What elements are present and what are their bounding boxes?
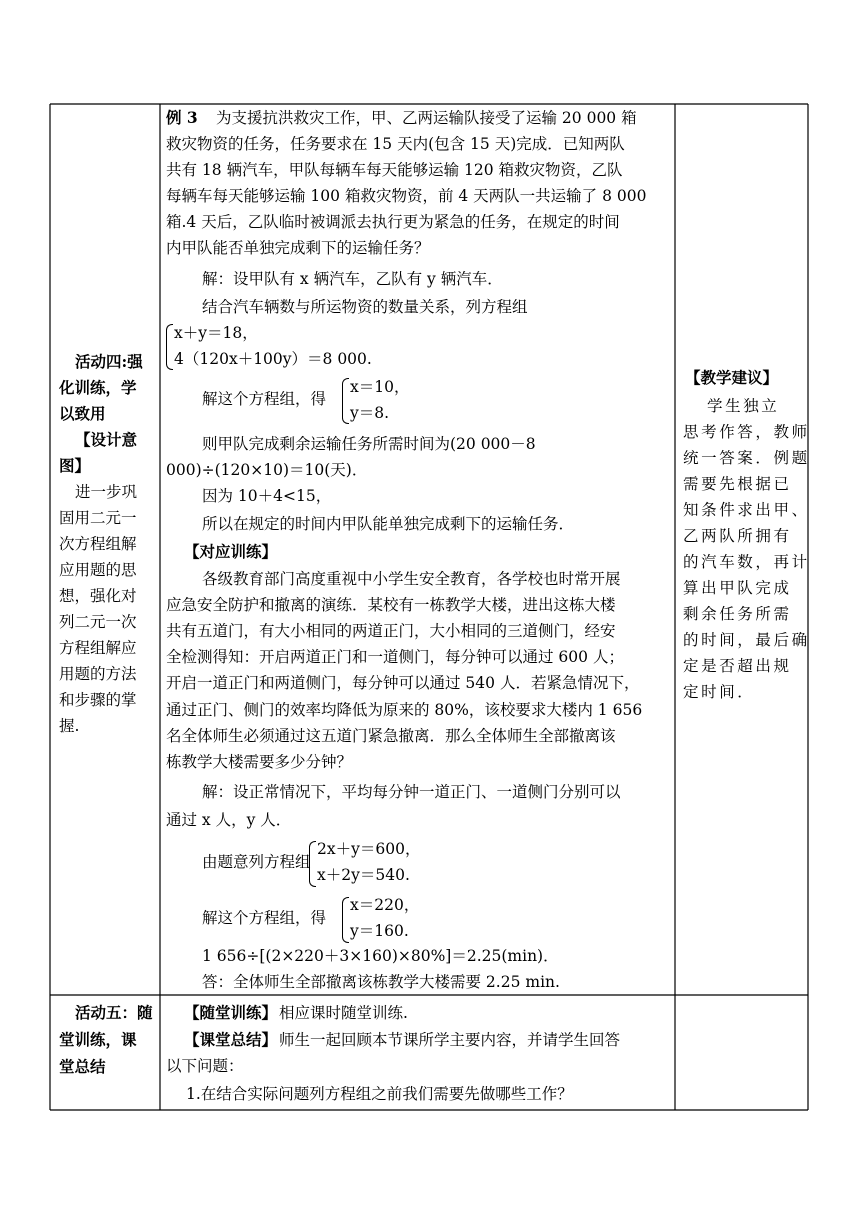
solution-one-because: 因为 10＋4<15， <box>202 487 332 505</box>
suggestion-line: 思考作答，教师 <box>683 423 810 441</box>
suggestion-line: 定是否超出规 <box>683 657 792 675</box>
design-intent-line: 方程组解应 <box>59 639 137 657</box>
equation-brace <box>309 841 316 887</box>
example-line: 箱.4 天后，乙队临时被调派去执行更为紧急的任务，在规定的时间 <box>166 213 620 231</box>
practice-line: 全检测得知：开启两道正门和一道侧门，每分钟可以通过 600 人； <box>166 648 624 666</box>
example-line: 共有 18 辆汽车，甲队每辆车每天能够运输 120 箱救灾物资，乙队 <box>166 161 623 179</box>
practice-line: 共有五道门，有大小相同的两道正门，大小相同的三道侧门，经安 <box>166 622 616 640</box>
suggestion-line: 算出甲队完成 <box>683 579 792 597</box>
practice-line: 开启一道正门和两道侧门，每分钟可以通过 540 人．若紧急情况下， <box>166 674 640 692</box>
design-intent-label-1: 【设计意 <box>75 430 138 449</box>
design-intent-line: 想，强化对 <box>59 587 137 605</box>
class-summary-line: 师生一起回顾本节课所学主要内容，并请学生回答 <box>279 1031 621 1049</box>
summary-question-1: 1.在结合实际问题列方程组之前我们需要先做哪些工作？ <box>186 1085 573 1103</box>
suggestion-line: 知条件求出甲、 <box>683 501 810 519</box>
class-practice-text: 相应课时随堂训练. <box>279 1004 408 1022</box>
solution-two-let-2: 通过 x 人，y 人． <box>166 811 292 829</box>
system-two-eq1: 2x＋y＝600， <box>317 840 421 858</box>
practice-line: 名全体师生必须通过这五道门紧急撤离．那么全体师生全部撤离该 <box>166 727 616 745</box>
example-line: 每辆车每天能够运输 100 箱救灾物资，前 4 天两队一共运输了 8 000 <box>166 187 647 205</box>
design-intent-line: 应用题的思 <box>59 561 137 579</box>
solution-two-setup: 由题意列方程组 <box>202 853 311 871</box>
equation-brace <box>166 324 173 370</box>
activity-five-title-2: 堂训练，课 <box>59 1030 137 1049</box>
solution-one-time-1: 则甲队完成剩余运输任务所需时间为(20 000－8 <box>202 435 536 453</box>
activity-five-title-3: 堂总结 <box>59 1057 106 1076</box>
practice-line: 通过正门、侧门的效率均降低为原来的 80%，该校要求大楼内 1 656 <box>166 701 643 719</box>
suggestion-line: 统一答案．例题 <box>683 449 810 467</box>
suggestion-line: 剩余任务所需 <box>683 605 792 623</box>
example-line: 内甲队能否单独完成剩下的运输任务？ <box>166 239 430 257</box>
practice-line: 应急安全防护和撤离的演练．某校有一栋教学大楼，进出这栋大楼 <box>166 596 616 614</box>
teaching-suggestion-label: 【教学建议】 <box>685 368 779 387</box>
class-summary-label: 【课堂总结】 <box>184 1030 278 1049</box>
design-intent-label-2: 图】 <box>59 456 91 475</box>
solution-two-y: y＝160. <box>350 922 409 940</box>
practice-line: 栋教学大楼需要多少分钟？ <box>166 753 353 771</box>
practice-label: 【对应训练】 <box>184 542 278 561</box>
solution-two-answer: 答：全体师生全部撤离该栋教学大楼需要 2.25 min. <box>202 973 560 991</box>
design-intent-line: 进一步巩 <box>75 483 138 501</box>
class-practice-label: 【随堂训练】 <box>184 1003 278 1022</box>
suggestion-line: 定时间． <box>683 683 756 701</box>
suggestion-line: 需要先根据已 <box>683 475 792 493</box>
system-two-eq2: x＋2y＝540. <box>317 866 410 884</box>
practice-line: 各级教育部门高度重视中小学生安全教育，各学校也时常开展 <box>202 570 621 588</box>
solution-one-let: 解：设甲队有 x 辆汽车，乙队有 y 辆汽车． <box>202 270 503 288</box>
design-intent-line: 握. <box>59 717 80 735</box>
equation-brace <box>342 897 349 943</box>
example-line: 为支援抗洪救灾工作，甲、乙两运输队接受了运输 20 000 箱 <box>216 109 637 127</box>
solution-two-solve: 解这个方程组，得 <box>202 909 327 927</box>
solution-two-x: x＝220， <box>350 896 420 914</box>
equation-brace <box>342 378 349 424</box>
solution-one-solve: 解这个方程组，得 <box>202 390 327 408</box>
system-one-eq2: 4（120x＋100y）＝8 000. <box>174 350 372 368</box>
suggestion-line: 学生独立 <box>707 397 780 415</box>
solution-one-x: x＝10， <box>350 378 410 396</box>
activity-four-title-3: 以致用 <box>59 404 106 423</box>
activity-five-title-1: 活动五：随 <box>75 1003 153 1022</box>
design-intent-line: 和步骤的掌 <box>59 691 137 709</box>
suggestion-line: 的汽车数，再计 <box>683 553 810 571</box>
solution-one-setup: 结合汽车辆数与所运物资的数量关系，列方程组 <box>202 298 528 316</box>
design-intent-line: 次方程组解 <box>59 535 137 553</box>
suggestion-line: 乙两队所拥有 <box>683 527 792 545</box>
solution-one-y: y＝8. <box>350 404 390 422</box>
activity-four-title-1: 活动四:强 <box>75 352 143 371</box>
design-intent-line: 列二元一次 <box>59 613 137 631</box>
solution-one-conclusion: 所以在规定的时间内甲队能单独完成剩下的运输任务． <box>202 515 575 533</box>
design-intent-line: 固用二元一 <box>59 509 137 527</box>
class-summary-line: 以下问题： <box>166 1057 244 1075</box>
design-intent-line: 用题的方法 <box>59 665 137 683</box>
solution-two-let: 解：设正常情况下，平均每分钟一道正门、一道侧门分别可以 <box>202 783 621 801</box>
example-label: 例 3 <box>166 108 198 127</box>
activity-four-title-2: 化训练，学 <box>59 378 137 397</box>
solution-one-time-2: 000)÷(120×10)＝10(天)． <box>166 461 368 479</box>
example-line: 救灾物资的任务，任务要求在 15 天内(包含 15 天)完成．已知两队 <box>166 135 625 153</box>
solution-two-calc: 1 656÷[(2×220＋3×160)×80%]＝2.25(min)． <box>202 947 559 965</box>
system-one-eq1: x＋y＝18， <box>174 324 258 342</box>
suggestion-line: 的时间，最后确 <box>683 631 810 649</box>
